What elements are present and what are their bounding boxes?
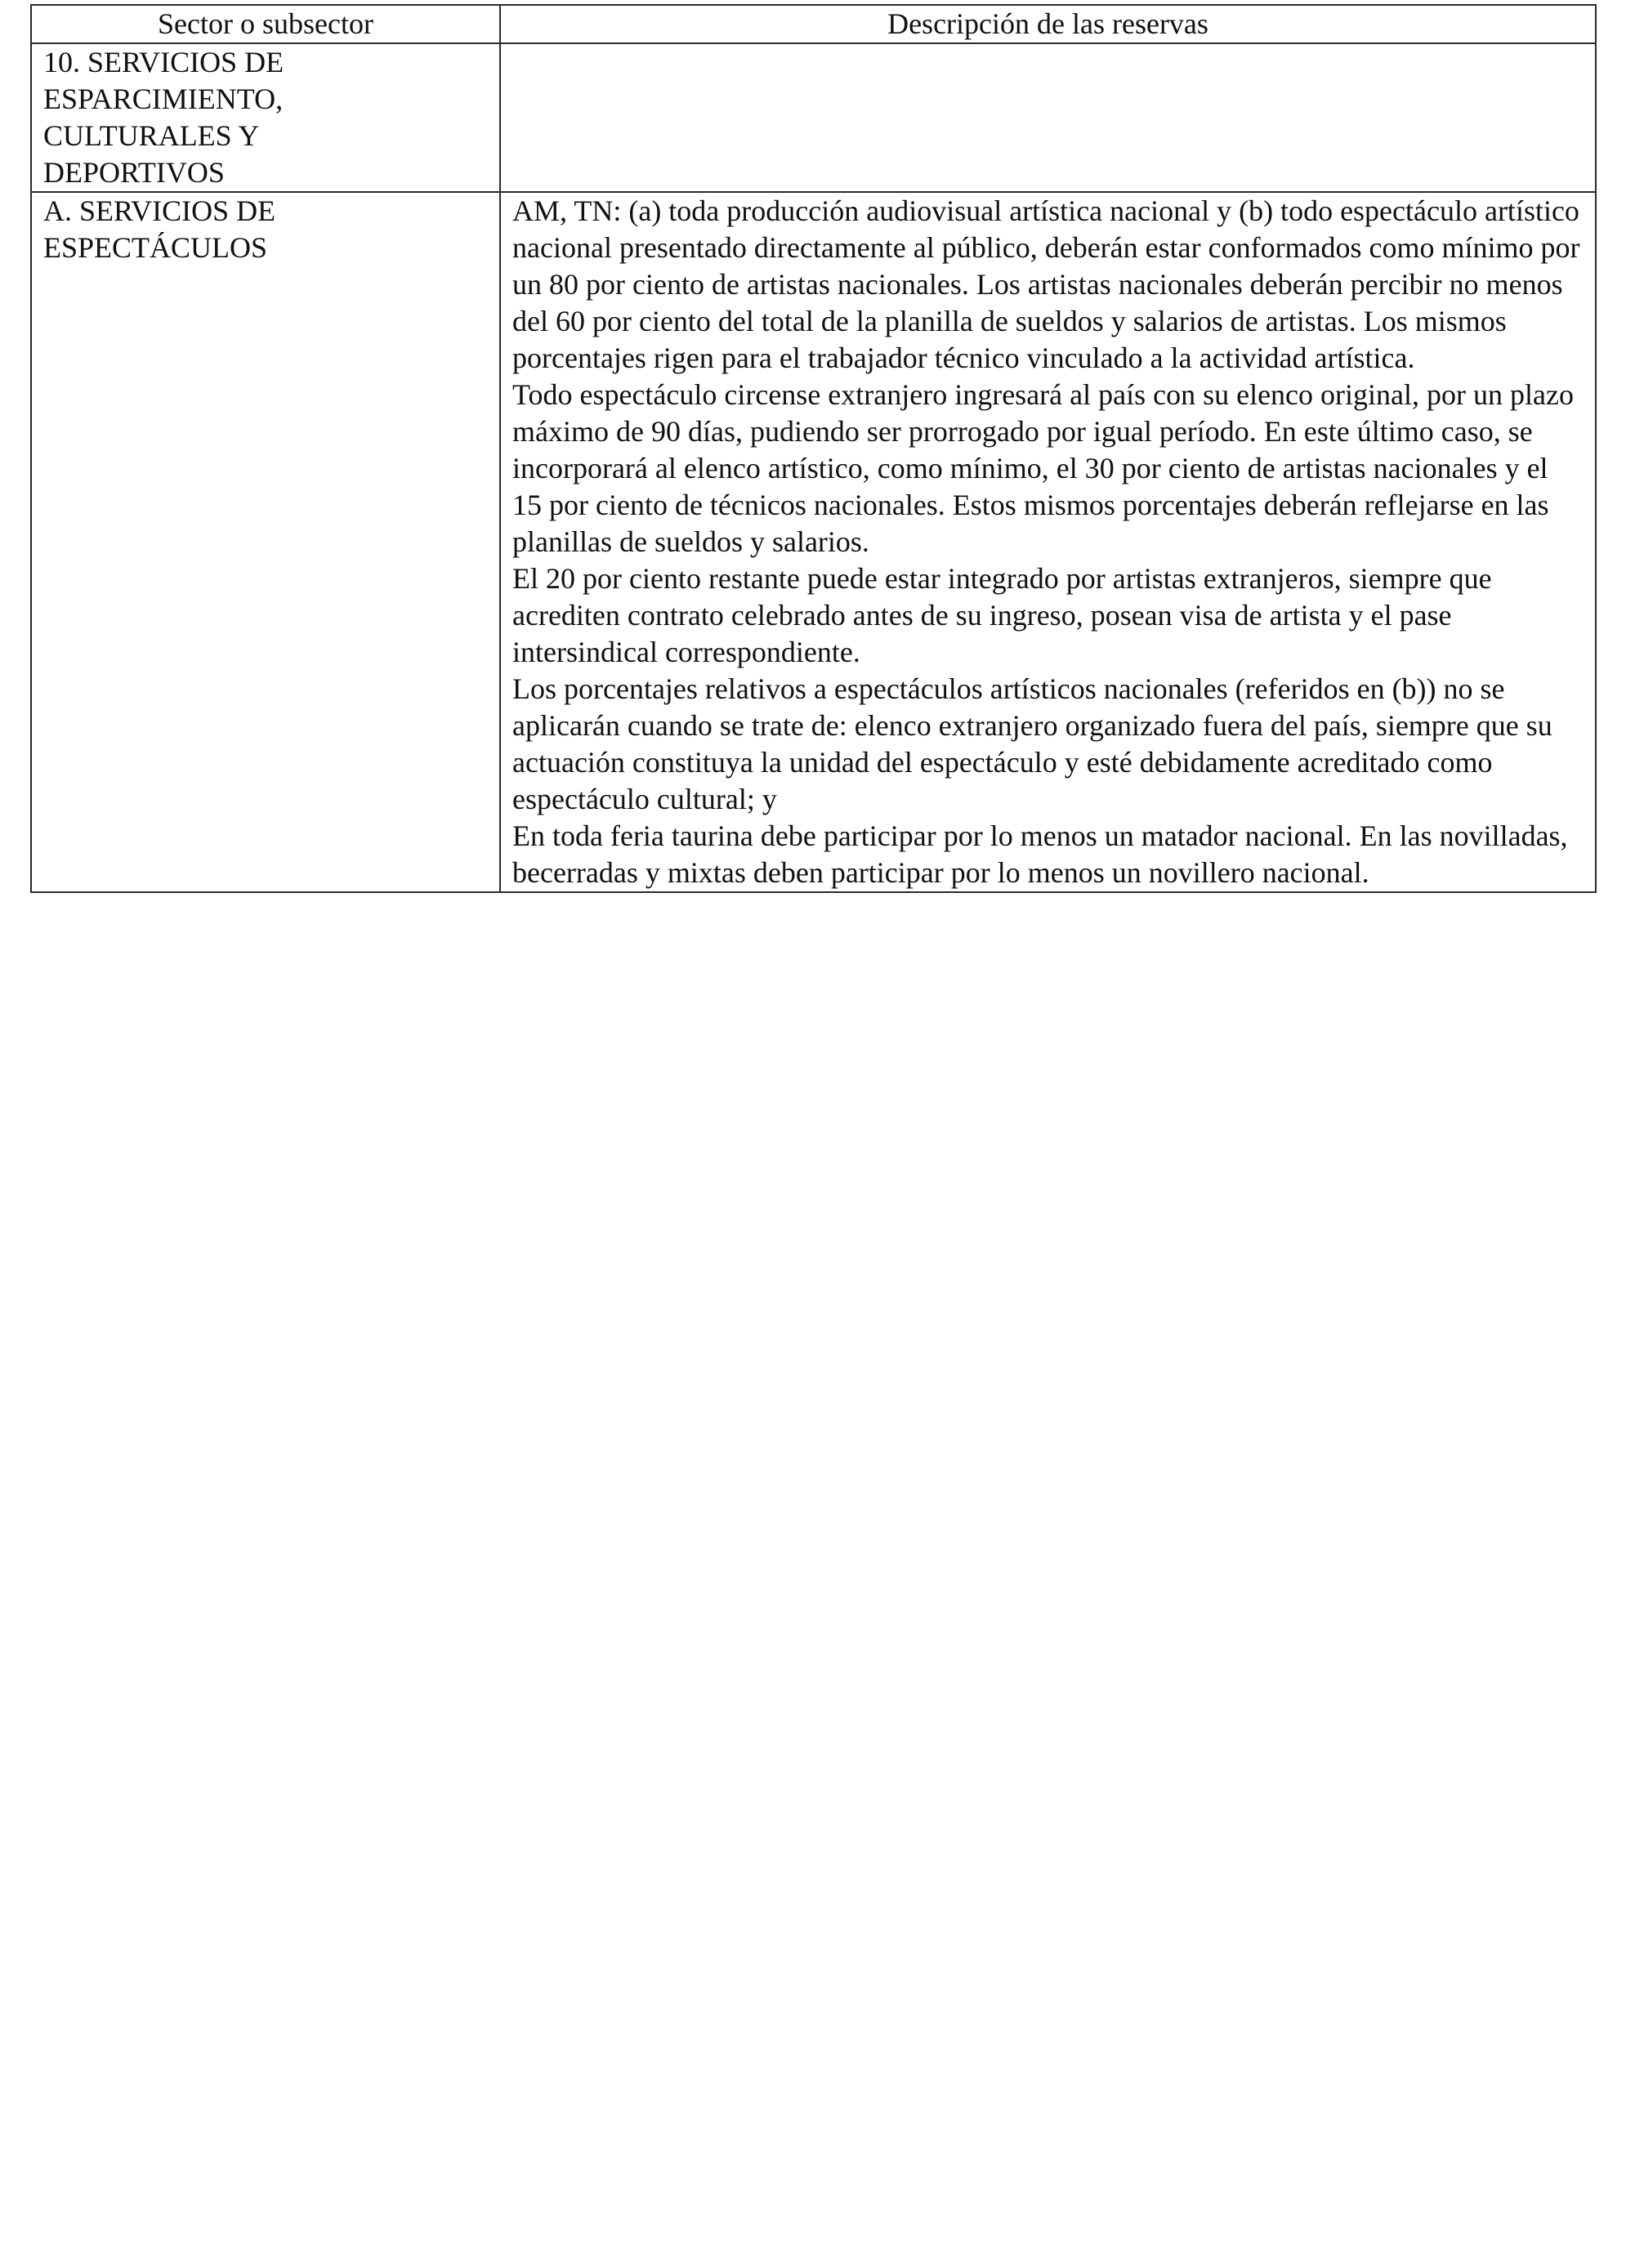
description-paragraph: El 20 por ciento restante puede estar integrado por artistas extranjeros, siempre que acrediten contrato celebrado antes de su ingreso, posean visa de artista y el pase intersindical correspondiente. xyxy=(512,562,1492,668)
header-sector: Sector o subsector xyxy=(31,5,500,43)
description-paragraph: Todo espectáculo circense extranjero ingresará al país con su elenco original, por un plazo máximo de 90 días, pudiendo ser prorrogado por igual período. En este último caso, se incorporará al elenco artístico, como mínimo, el 30 por ciento de artistas nacionales y el 15 por ciento de técnicos nacionales. Estos mismos porcentajes deberán reflejarse en las planillas de sueldos y salarios. xyxy=(512,378,1574,558)
sector-line: CULTURALES Y xyxy=(43,119,260,152)
description-paragraph: En toda feria taurina debe participar por lo menos un matador nacional. En las novilladas, becerradas y mixtas deben participar por lo menos un novillero nacional. xyxy=(512,819,1568,889)
description-paragraph: AM, TN: (a) toda producción audiovisual artística nacional y (b) todo espectáculo artístico nacional presentado directamente al público, deberán estar conformados como mínimo por un 80 por ciento de artistas nacionales. Los artistas nacionales deberán percibir no menos del 60 por ciento del total de la planilla de sueldos y salarios de artistas. Los mismos porcentajes rigen para el trabajador técnico vinculado a la actividad artística. xyxy=(512,194,1580,374)
header-description: Descripción de las reservas xyxy=(500,5,1596,43)
reservations-table xyxy=(30,4,1597,893)
sector-cell xyxy=(31,192,500,892)
table-row xyxy=(31,43,1596,192)
description-cell xyxy=(500,43,1596,192)
sector-line: 10. SERVICIOS DE xyxy=(43,46,284,78)
sector-line: DEPORTIVOS xyxy=(43,156,225,189)
description-cell xyxy=(500,192,1596,892)
table-row xyxy=(31,192,1596,892)
sector-cell xyxy=(31,43,500,192)
sector-line: A. SERVICIOS DE xyxy=(43,194,276,227)
sector-line: ESPARCIMIENTO, xyxy=(43,83,284,115)
description-paragraph: Los porcentajes relativos a espectáculos artísticos nacionales (referidos en (b)) no se aplicarán cuando se trate de: elenco extranjero organizado fuera del país, siempre que su actuación constituya la unidad del espectáculo y esté debidamente acreditado como espectáculo cultural; y xyxy=(512,672,1552,815)
sector-line: ESPECTÁCULOS xyxy=(43,231,268,264)
table-header-row xyxy=(31,5,1596,43)
